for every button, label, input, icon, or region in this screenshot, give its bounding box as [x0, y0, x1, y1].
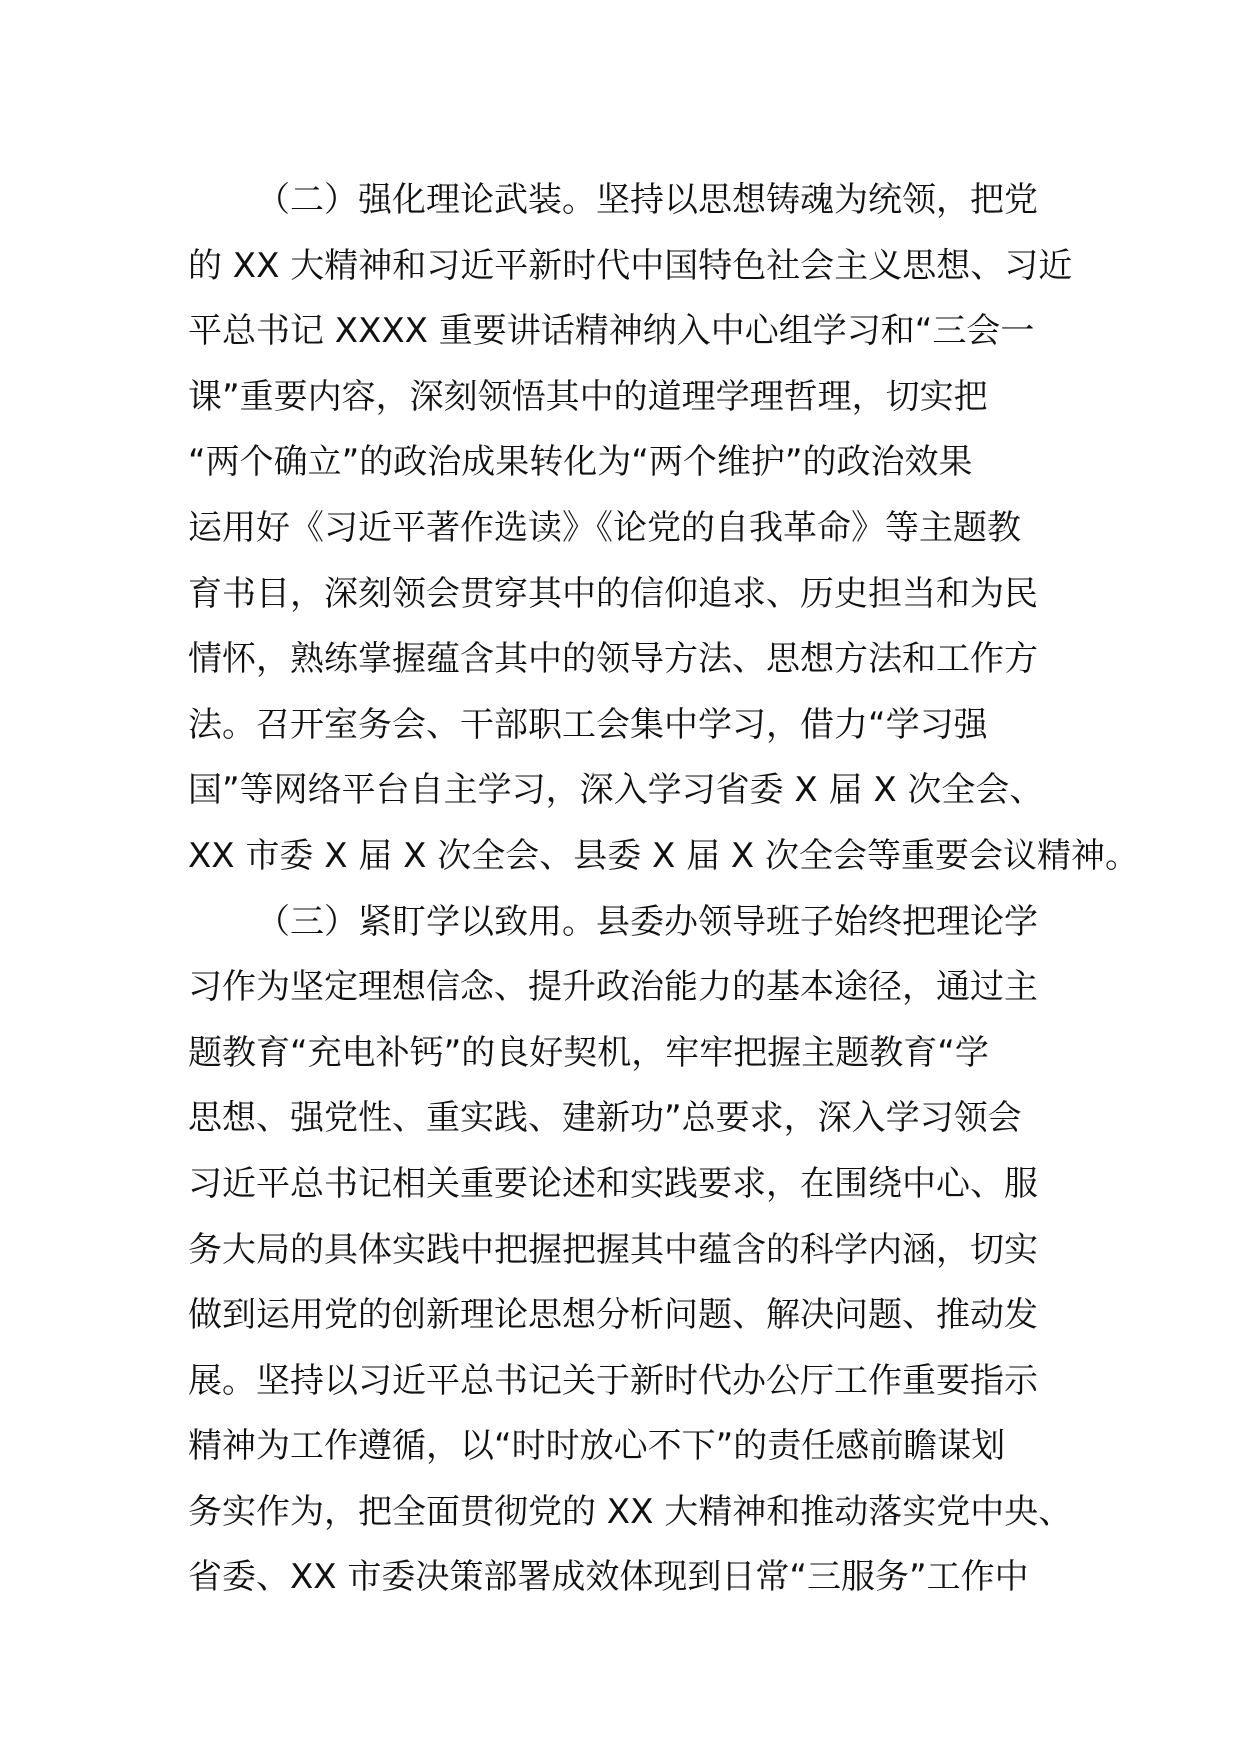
text-line: 省委、XX 市委决策部署成效体现到日常“三服务”工作中 — [188, 1557, 1029, 1598]
text-line: 习作为坚定理想信念、提升政治能力的基本途径，通过主 — [188, 967, 1038, 1008]
text-line: 题教育“充电补钙”的良好契机，牢牢把握主题教育“学 — [188, 1032, 989, 1073]
text-line: 思想、强党性、重实践、建新功”总要求，深入学习领会 — [188, 1098, 1022, 1139]
text-line: 做到运用党的创新理论思想分析问题、解决问题、推动发 — [188, 1295, 1038, 1336]
text-line: 法。召开室务会、干部职工会集中学习，借力“学习强 — [188, 704, 988, 745]
text-line: 的 XX 大精神和习近平新时代中国特色社会主义思想、习近 — [188, 245, 1073, 286]
text-line: 务大局的具体实践中把握把握其中蕴含的科学内涵，切实 — [188, 1229, 1038, 1270]
text-line: XX 市委 X 届 X 次全会、县委 X 届 X 次全会等重要会议精神。 — [188, 835, 1140, 876]
text-line: 务实作为，把全面贯彻党的 XX 大精神和推动落实党中央、 — [188, 1491, 1073, 1532]
body-text — [188, 168, 1140, 1611]
text-line: 展。坚持以习近平总书记关于新时代办公厅工作重要指示 — [188, 1360, 1038, 1401]
text-line: 情怀，熟练掌握蕴含其中的领导方法、思想方法和工作方 — [188, 639, 1038, 680]
paragraph-strengthen-theory — [188, 168, 1140, 890]
text-line: 育书目，深刻领会贯穿其中的信仰追求、历史担当和为民 — [188, 573, 1038, 614]
text-line: 习近平总书记相关重要论述和实践要求，在围绕中心、服 — [188, 1163, 1038, 1204]
paragraph-apply-learning — [188, 890, 1073, 1612]
text-line: 国”等网络平台自主学习，深入学习省委 X 届 X 次全会、 — [188, 770, 1044, 811]
text-line: 运用好《习近平著作选读》《论党的自我革命》等主题教 — [188, 507, 1021, 548]
text-line: （三）紧盯学以致用。县委办领导班子始终把理论学 — [256, 901, 1038, 942]
text-line: （二）强化理论武装。坚持以思想铸魂为统领，把党 — [256, 180, 1038, 220]
text-line: 精神为工作遵循，以“时时放心不下”的责任感前瞻谋划 — [188, 1426, 1006, 1467]
text-line: 课”重要内容，深刻领悟其中的道理学理哲理，切实把 — [188, 376, 988, 417]
text-line: 平总书记 XXXX 重要讲话精神纳入中心组学习和“三会一 — [188, 311, 1035, 352]
text-line: “两个确立”的政治成果转化为“两个维护”的政治效果 — [188, 442, 973, 483]
